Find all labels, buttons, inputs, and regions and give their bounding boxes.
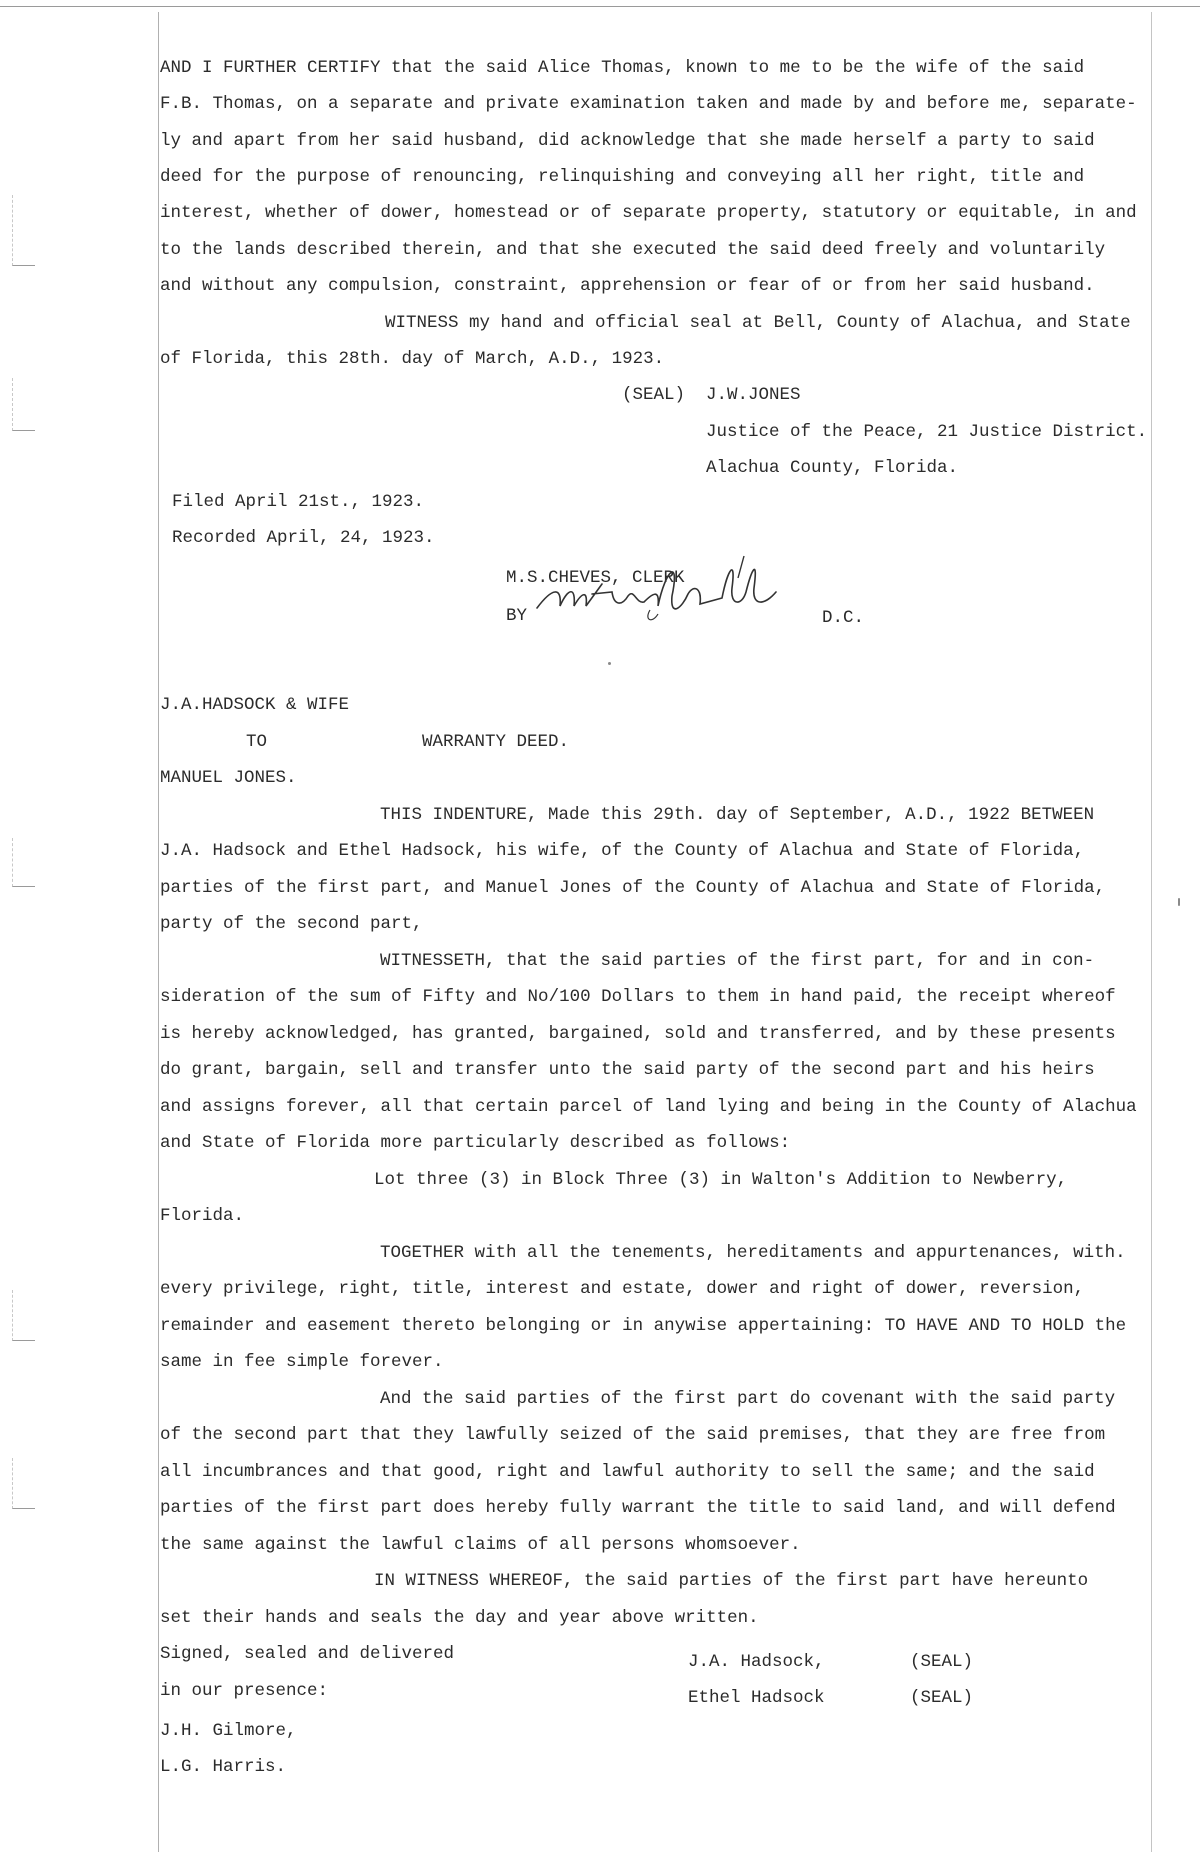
deed-line: all incumbrances and that good, right and lawful authority to sell the same; and the said — [160, 1462, 1095, 1482]
deed-line: And the said parties of the first part do covenant with the said party — [380, 1389, 1116, 1409]
grantee-heading: MANUEL JONES. — [160, 768, 297, 788]
clerk-handwritten-signature — [532, 548, 782, 628]
margin-bracket — [12, 1458, 35, 1509]
deed-line: do grant, bargain, sell and transfer unto the said party of the second part and his heirs — [160, 1060, 1095, 1080]
signer-name: J.A. Hadsock, — [688, 1652, 825, 1672]
deed-line: J.A. Hadsock and Ethel Hadsock, his wife, of the County of Alachua and State of Florida, — [160, 841, 1085, 861]
by-label: BY — [506, 606, 528, 626]
deed-line: is hereby acknowledged, has granted, bargained, sold and transferred, and by these presents — [160, 1024, 1116, 1044]
seal-label: (SEAL) — [622, 385, 686, 405]
certificate-line: WITNESS my hand and official seal at Bell, County of Alachua, and State — [385, 313, 1131, 333]
certificate-line: AND I FURTHER CERTIFY that the said Alice Thomas, known to me to be the wife of the said — [160, 58, 1085, 78]
deed-line: the same against the lawful claims of all persons whomsoever. — [160, 1535, 801, 1555]
margin-bracket — [12, 1290, 35, 1341]
certificate-line: and without any compulsion, constraint, apprehension or fear of or from her said husband. — [160, 276, 1095, 296]
deed-line: same in fee simple forever. — [160, 1352, 444, 1372]
certificate-line: to the lands described therein, and that she executed the said deed freely and voluntarily — [160, 240, 1106, 260]
deed-line: THIS INDENTURE, Made this 29th. day of September, A.D., 1922 BETWEEN — [380, 805, 1095, 825]
witness-name: J.H. Gilmore, — [160, 1721, 297, 1741]
top-rule — [0, 6, 1200, 7]
deed-line: TOGETHER with all the tenements, hereditaments and appurtenances, with. — [380, 1243, 1126, 1263]
to-heading: TO — [246, 732, 268, 752]
witness-clause: Signed, sealed and delivered — [160, 1644, 455, 1664]
signer-name: Ethel Hadsock — [688, 1688, 825, 1708]
lot-description: Lot three (3) in Block Three (3) in Walton's Addition to Newberry, — [374, 1170, 1068, 1190]
witness-clause: in our presence: — [160, 1681, 329, 1701]
filed-date: Filed April 21st., 1923. — [172, 492, 425, 512]
justice-name: J.W.JONES — [706, 385, 801, 405]
grantor-heading: J.A.HADSOCK & WIFE — [160, 695, 350, 715]
deed-line: party of the second part, — [160, 914, 423, 934]
deed-line: parties of the first part does hereby fully warrant the title to said land, and will defend — [160, 1498, 1116, 1518]
deed-line: every privilege, right, title, interest and estate, dower and right of dower, reversion, — [160, 1279, 1085, 1299]
deputy-clerk-label: D.C. — [822, 608, 865, 628]
deed-line: and assigns forever, all that certain parcel of land lying and being in the County of Alachua — [160, 1097, 1137, 1117]
deed-line: remainder and easement thereto belonging or in anywise appertaining: TO HAVE AND TO HOLD the — [160, 1316, 1127, 1336]
deed-type-heading: WARRANTY DEED. — [422, 732, 570, 752]
ink-speck — [608, 662, 611, 665]
left-margin-rule — [158, 12, 159, 1852]
certificate-line: F.B. Thomas, on a separate and private examination taken and made by and before me, separate- — [160, 94, 1137, 114]
certificate-line: interest, whether of dower, homestead or of separate property, statutory or equitable, in and — [160, 203, 1137, 223]
deed-line: and State of Florida more particularly described as follows: — [160, 1133, 791, 1153]
certificate-line: ly and apart from her said husband, did acknowledge that she made herself a party to said — [160, 131, 1095, 151]
witness-name: L.G. Harris. — [160, 1757, 287, 1777]
certificate-line: of Florida, this 28th. day of March, A.D., 1923. — [160, 349, 665, 369]
right-margin-rule — [1151, 12, 1152, 1852]
deed-line: WITNESSETH, that the said parties of the first part, for and in con- — [380, 951, 1095, 971]
margin-bracket — [12, 838, 35, 887]
seal-label: (SEAL) — [910, 1652, 974, 1672]
deed-line: set their hands and seals the day and year above written. — [160, 1608, 759, 1628]
margin-bracket — [12, 378, 35, 431]
certificate-line: deed for the purpose of renouncing, relinquishing and conveying all her right, title and — [160, 167, 1085, 187]
seal-label: (SEAL) — [910, 1688, 974, 1708]
ink-speck — [1178, 898, 1180, 906]
lot-description: Florida. — [160, 1206, 245, 1226]
deed-line: parties of the first part, and Manuel Jones of the County of Alachua and State of Florida, — [160, 878, 1106, 898]
clerk-name: M.S.CHEVES, CLERK — [506, 568, 685, 588]
margin-bracket — [12, 195, 35, 266]
deed-line: IN WITNESS WHEREOF, the said parties of the first part have hereunto — [374, 1571, 1089, 1591]
recorded-date: Recorded April, 24, 1923. — [172, 528, 435, 548]
deed-line: sideration of the sum of Fifty and No/100 Dollars to them in hand paid, the receipt whereof — [160, 987, 1116, 1007]
justice-county: Alachua County, Florida. — [706, 458, 959, 478]
deed-line: of the second part that they lawfully seized of the said premises, that they are free from — [160, 1425, 1106, 1445]
justice-title: Justice of the Peace, 21 Justice District. — [706, 422, 1148, 442]
